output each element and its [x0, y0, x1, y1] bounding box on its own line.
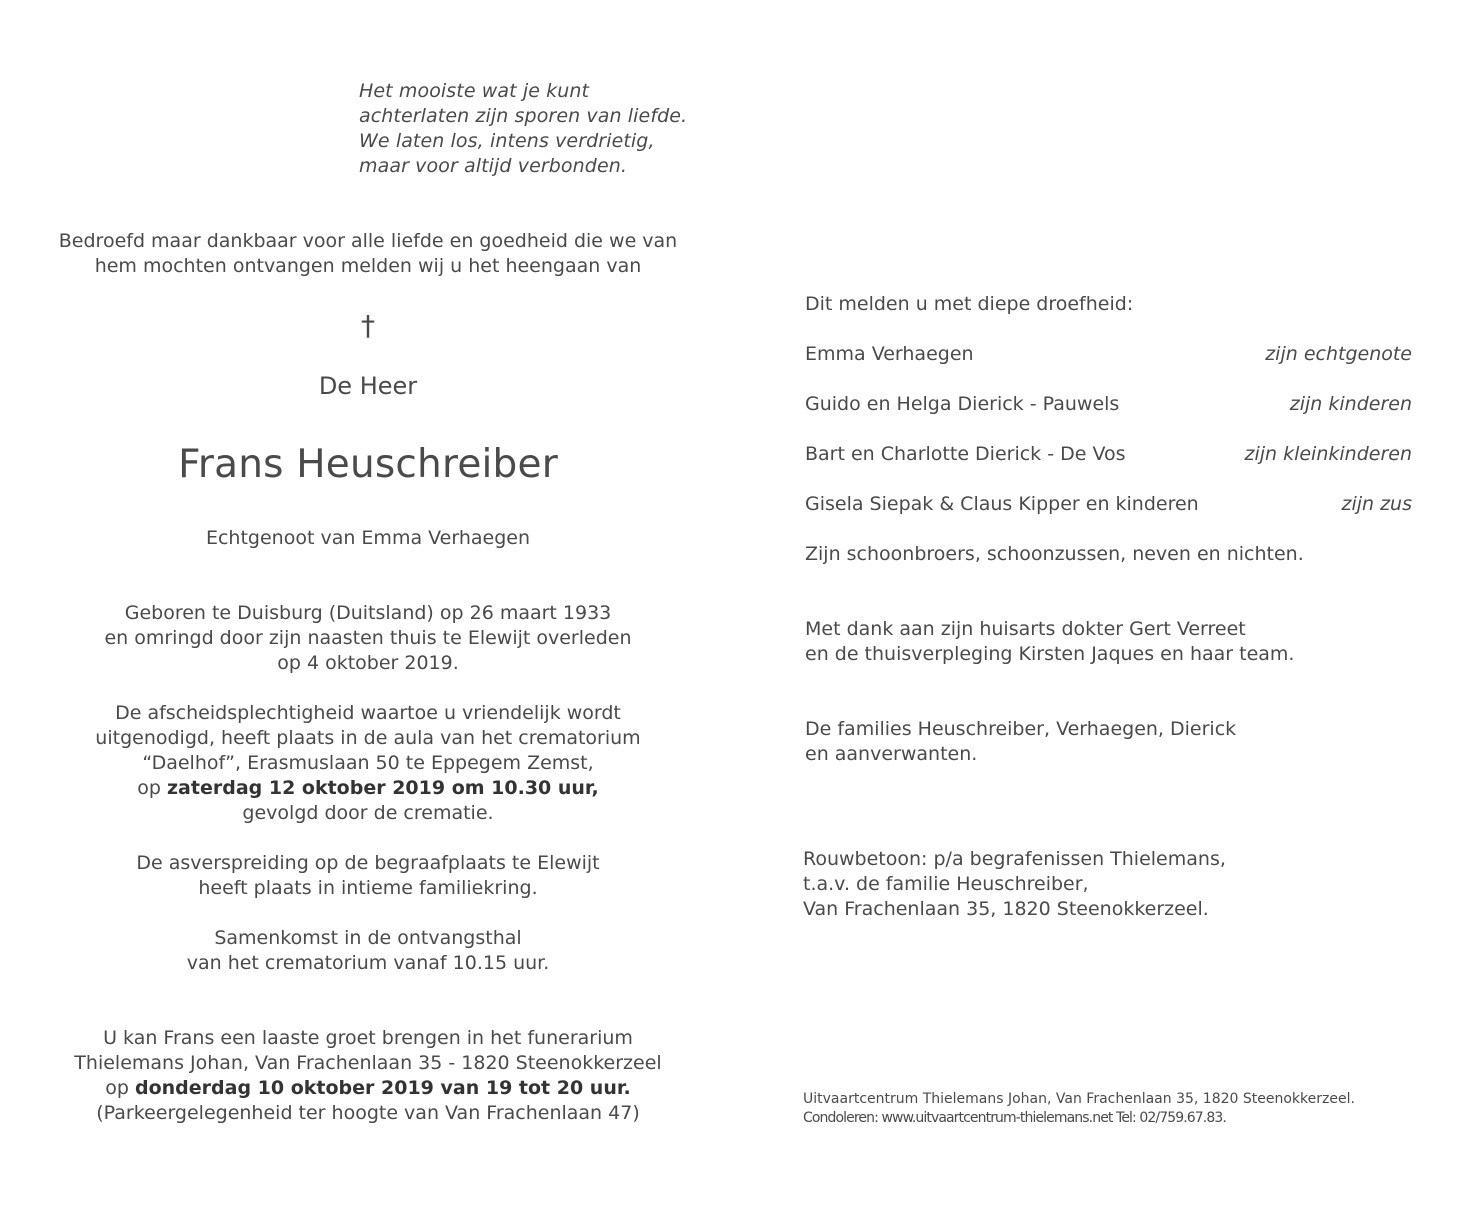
visitation-date: donderdag 10 oktober 2019 van 19 tot 20 uur.: [134, 1077, 631, 1099]
relative-name: Guido en Helga Dierick - Pauwels: [805, 393, 1120, 415]
birth-line: op 4 oktober 2019.: [277, 652, 459, 674]
cross-icon: †: [361, 309, 375, 342]
birth-line: Geboren te Duisburg (Duitsland) op 26 maart 1933: [124, 602, 612, 624]
ceremony-line: uitgenodigd, heeft plaats in de aula van het crematorium: [95, 727, 641, 749]
funeral-home-footer: [803, 1090, 1355, 1128]
relatives-list: [805, 342, 1412, 542]
gathering-line: Samenkomst in de ontvangsthal: [214, 927, 522, 949]
poem-line: achterlaten zijn sporen van liefde.: [359, 105, 688, 127]
birth-death-info: [0, 601, 736, 676]
condolence-line: Rouwbetoon: p/a begrafenissen Thielemans,: [803, 848, 1226, 870]
thanks-line: en de thuisverpleging Kirsten Jaques en haar team.: [805, 643, 1295, 665]
relative-name: Gisela Siepak & Claus Kipper en kinderen: [805, 493, 1199, 515]
footer-contact-line: Condoleren: www.uitvaartcentrum-thielemans.net Tel: 02/759.67.83.: [803, 1110, 1226, 1126]
scattering-info: [0, 851, 736, 901]
relative-role: zijn kinderen: [1289, 393, 1412, 415]
ceremony-info: [0, 701, 736, 826]
families-line: De families Heuschreiber, Verhaegen, Dierick: [805, 718, 1237, 740]
ceremony-date-prefix: op: [137, 777, 167, 799]
scattering-line: heeft plaats in intieme familiekring.: [198, 877, 538, 899]
thanks-text: [805, 617, 1412, 667]
ceremony-date-line: [0, 776, 736, 801]
poem-line: maar voor altijd verbonden.: [359, 155, 628, 177]
list-item: [805, 492, 1412, 517]
relative-name: Emma Verhaegen: [805, 343, 974, 365]
spouse-line: Echtgenoot van Emma Verhaegen: [205, 527, 530, 549]
deceased-name: Frans Heuschreiber: [178, 442, 558, 487]
extended-family: Zijn schoonbroers, schoonzussen, neven en nichten.: [805, 543, 1304, 565]
visitation-line: Thielemans Johan, Van Frachenlaan 35 - 1820 Steenokkerzeel: [74, 1052, 662, 1074]
footer-line: Uitvaartcentrum Thielemans Johan, Van Frachenlaan 35, 1820 Steenokkerzeel.: [803, 1091, 1355, 1107]
families-text: [805, 717, 1412, 767]
thanks-line: Met dank aan zijn huisarts dokter Gert Verreet: [805, 618, 1246, 640]
list-item: [805, 442, 1412, 467]
relative-role: zijn zus: [1341, 493, 1412, 515]
scattering-line: De asverspreiding op de begraafplaats te Elewijt: [136, 852, 600, 874]
condolence-line: Van Frachenlaan 35, 1820 Steenokkerzeel.: [803, 898, 1209, 920]
gathering-info: [0, 926, 736, 976]
relative-name: Bart en Charlotte Dierick - De Vos: [805, 443, 1126, 465]
ceremony-line: De afscheidsplechtigheid waartoe u vriendelijk wordt: [115, 702, 621, 724]
condolence-line: t.a.v. de familie Heuschreiber,: [803, 873, 1089, 895]
list-item: [805, 342, 1412, 367]
intro-line: hem mochten ontvangen melden wij u het heengaan van: [94, 255, 642, 277]
ceremony-line: gevolgd door de crematie.: [242, 802, 494, 824]
list-item: [805, 392, 1412, 417]
visitation-info: [0, 1026, 736, 1126]
relative-role: zijn echtgenote: [1265, 343, 1412, 365]
families-line: en aanverwanten.: [805, 743, 978, 765]
announcement: Dit melden u met diepe droefheid:: [805, 293, 1134, 315]
honorific: De Heer: [318, 372, 418, 400]
intro-line: Bedroefd maar dankbaar voor alle liefde en goedheid die we van: [58, 230, 678, 252]
poem-line: Het mooiste wat je kunt: [359, 80, 590, 102]
intro-text: [0, 229, 736, 279]
visitation-line: U kan Frans een laaste groet brengen in het funerarium: [103, 1027, 633, 1049]
visitation-date-prefix: op: [105, 1077, 135, 1099]
ceremony-date: zaterdag 12 oktober 2019 om 10.30 uur,: [167, 777, 599, 799]
poem: [359, 79, 687, 179]
poem-line: We laten los, intens verdrietig,: [359, 130, 655, 152]
condolence-address: [803, 847, 1410, 922]
gathering-line: van het crematorium vanaf 10.15 uur.: [186, 952, 550, 974]
visitation-line: (Parkeergelegenheid ter hoogte van Van Frachenlaan 47): [96, 1102, 640, 1124]
birth-line: en omringd door zijn naasten thuis te Elewijt overleden: [104, 627, 632, 649]
relative-role: zijn kleinkinderen: [1244, 443, 1412, 465]
visitation-date-line: [0, 1076, 736, 1101]
ceremony-line: “Daelhof”, Erasmuslaan 50 te Eppegem Zemst,: [142, 752, 594, 774]
